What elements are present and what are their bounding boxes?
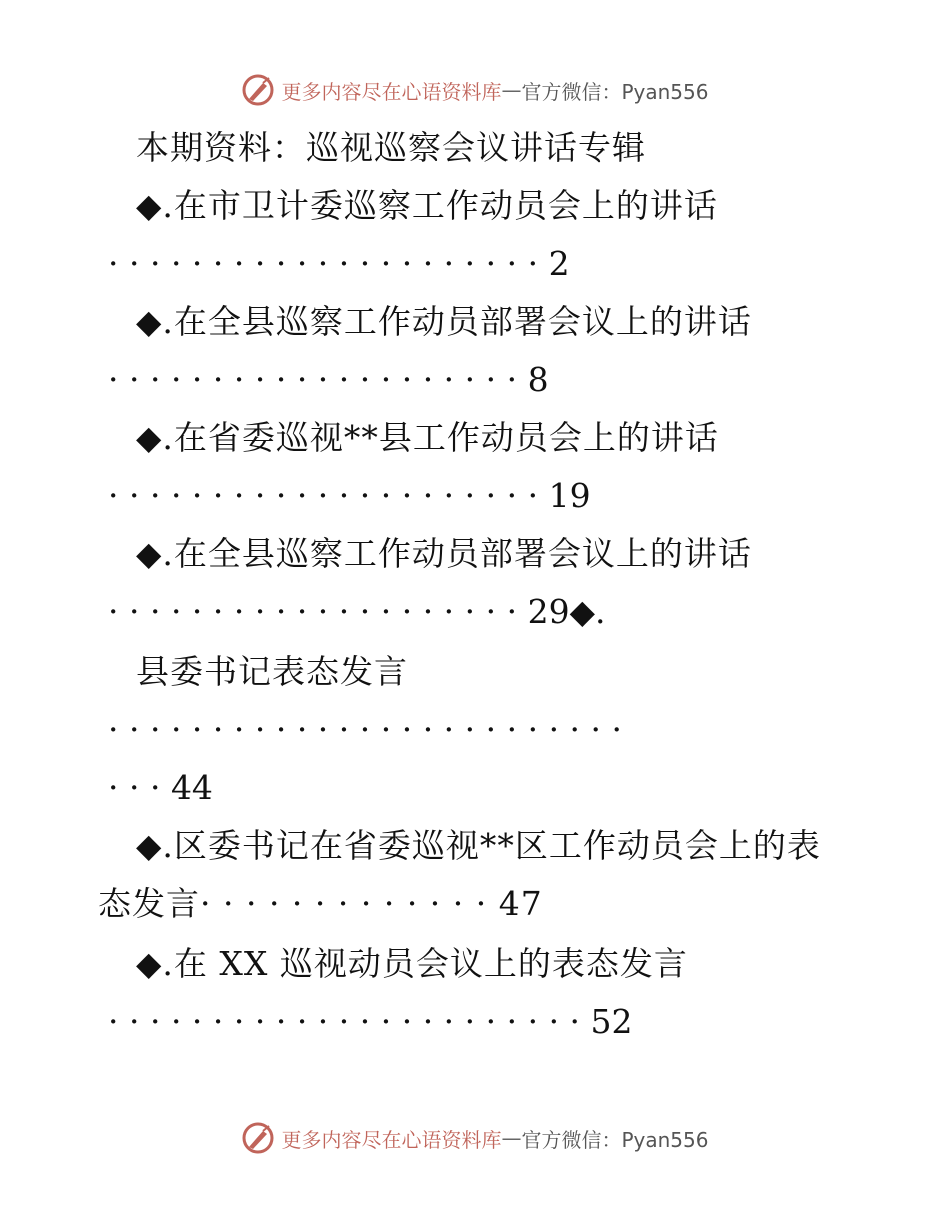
banner-text: 更多内容尽在心语资料库: [281, 79, 502, 104]
pen-logo-icon: [241, 73, 275, 107]
toc-leader-2: · · · · · · · · · · · · · · · · · · · · 8: [108, 360, 549, 399]
toc-leader-5a: · · · · · · · · · · · · · · · · · · · · · · · · ·: [108, 710, 622, 749]
toc-entry-5: 县委书记表态发言: [136, 652, 408, 691]
footer-banner: [0, 1118, 950, 1158]
toc-entry-6: ◆.区委书记在省委巡视**区工作动员会上的表: [136, 826, 821, 865]
pen-logo-icon: [241, 1121, 275, 1155]
toc-entry-2: ◆.在全县巡察工作动员部署会议上的讲话: [136, 302, 752, 341]
toc-leader-3: · · · · · · · · · · · · · · · · · · · · · 19: [108, 476, 591, 515]
banner-separator: —: [501, 1126, 522, 1150]
toc-leader-7: · · · · · · · · · · · · · · · · · · · · · · · 52: [108, 1002, 633, 1041]
toc-entry-3: ◆.在省委巡视**县工作动员会上的讲话: [136, 418, 719, 457]
document-title: 本期资料：巡视巡察会议讲话专辑: [136, 128, 646, 167]
header-banner: [0, 70, 950, 110]
toc-leader-1: · · · · · · · · · · · · · · · · · · · · · 2: [108, 244, 570, 283]
banner-text: 更多内容尽在心语资料库: [281, 1127, 502, 1152]
banner-separator: —: [501, 78, 522, 102]
toc-leader-5b: · · · 44: [108, 768, 213, 807]
banner-wechat: 官方微信：Pyan556: [521, 79, 709, 104]
toc-entry-4: ◆.在全县巡察工作动员部署会议上的讲话: [136, 534, 752, 573]
toc-entry-7: ◆.在 XX 巡视动员会议上的表态发言: [136, 944, 688, 983]
toc-entry-6-cont: 态发言· · · · · · · · · · · · · 47: [98, 884, 543, 923]
toc-entry-1: ◆.在市卫计委巡察工作动员会上的讲话: [136, 186, 718, 225]
toc-leader-4: · · · · · · · · · · · · · · · · · · · · 29◆.: [108, 592, 606, 631]
banner-wechat: 官方微信：Pyan556: [521, 1127, 709, 1152]
